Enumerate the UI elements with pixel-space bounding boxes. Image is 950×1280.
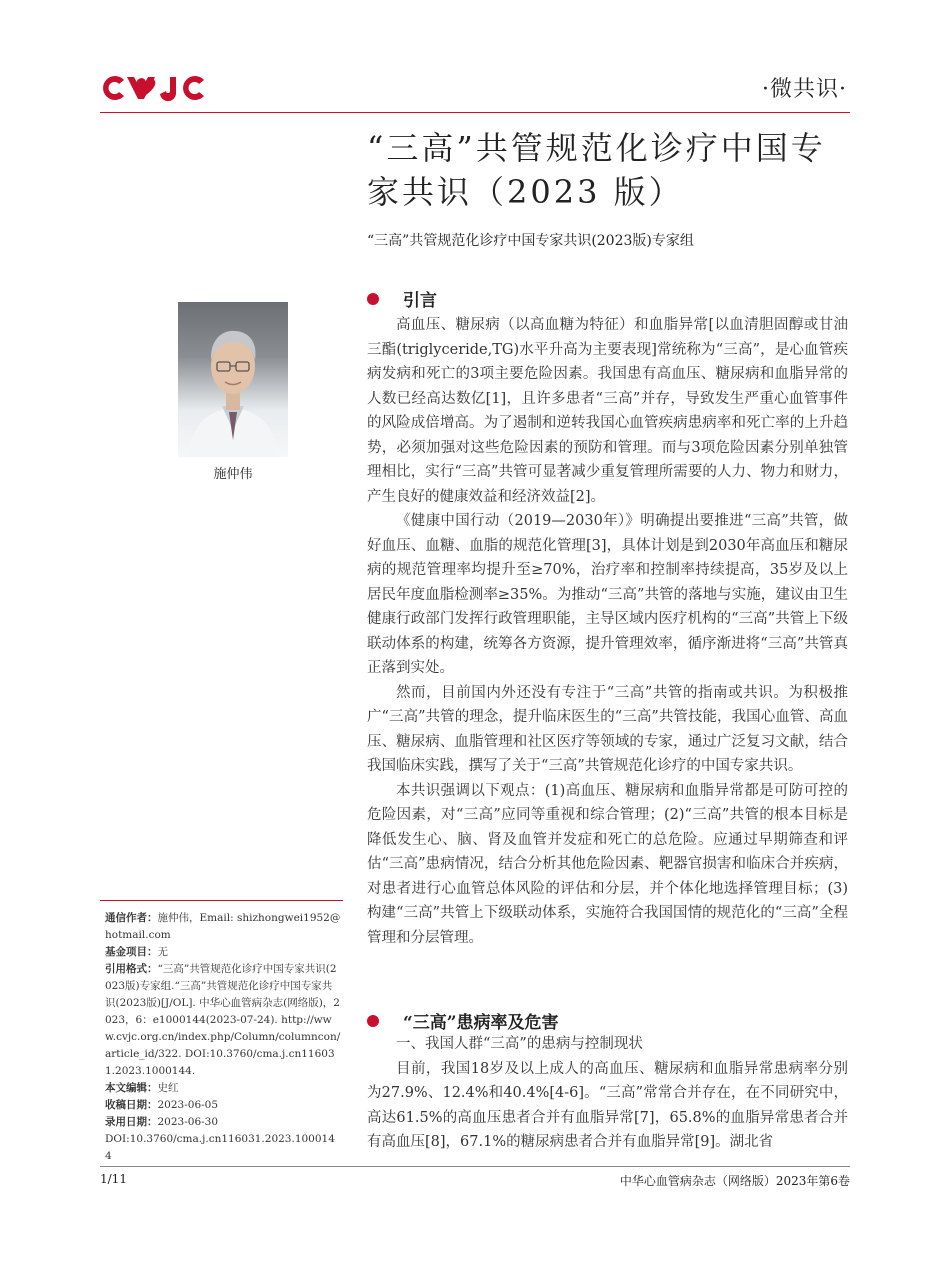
paragraph: 《健康中国行动（2019—2030年）》明确提出要推进“三高”共管，做好血压、血糖、血脂的规范化管理[3]，具体计划是到2030年高血压和糖尿病的规范管理率均提升至≥70%，治疗率和控制率持续提高，35岁及以上居民年度血脂检测率≥35%。为推动“三高”共管的落地与实施，建议由卫生健康行政部门发挥行政管理职能，主导区域内医疗机构的“三高”共管上下级联动体系的构建，统筹各方资源，提升管理效率，循序渐进将“三高”共管真正落到实处。 xyxy=(367,513,848,676)
bullet-dot-icon xyxy=(367,1015,379,1027)
received-date: 2023-06-05 xyxy=(157,1099,219,1111)
author-photo xyxy=(178,302,288,457)
article-title: “三高”共管规范化诊疗中国专家共识（2023 版） xyxy=(367,129,826,211)
photo-caption: 施仲伟 xyxy=(213,467,253,482)
paragraph: 本共识强调以下观点：(1)高血压、糖尿病和血脂异常都是可防可控的危险因素，对“三高”应同等重视和综合管理；(2)“三高”共管的根本目标是降低发生心、脑、肾及血管并发症和死亡的总危险。应通过早期筛查和评估“三高”患病情况，结合分析其他危险因素、靶器官损害和临床合并疾病，对患者进行心血管总体风险的评估和分层，并个体化地选择管理目标；(3)构建“三高”共管上下级联动体系，实施符合我国国情的规范化的“三高”全程管理和分层管理。 xyxy=(367,782,848,946)
metadata-divider xyxy=(100,900,343,901)
citation-value: “三高”共管规范化诊疗中国专家共识(2023版)专家组.“三高”共管规范化诊疗中国专家共识(2023版)[J/OL]. 中华心血管病杂志(网络版)，2023，6：e1000144(2023-07-24). http://www.cvjc.org.cn/index.php/Column/columncon/article_id/322. DOI:10.3760/cma.j.cn116031.2023.1000144. xyxy=(105,963,341,1077)
doi: DOI:10.3760/cma.j.cn116031.2023.1000144 xyxy=(105,1133,335,1162)
author-group: “三高”共管规范化诊疗中国专家共识(2023版)专家组 xyxy=(367,233,694,249)
section-tag: ·微共识· xyxy=(762,77,847,102)
article-metadata xyxy=(105,910,341,1165)
corresponding-author: 施仲伟，Email: shizhongwei1952@hotmail.com xyxy=(105,912,341,941)
paragraph: 目前，我国18岁及以上成人的高血压、糖尿病和血脂异常患病率分别为27.9%、12.4%和40.4%[4-6]。“三高”常常合并存在，在不同研究中，高达61.5%的高血压患者合并有血脂异常[7]，65.8%的血脂异常患者合并有高血压[8]，67.1%的糖尿病患者合并有血脂异常[9]。湖北省 xyxy=(367,1060,848,1150)
section-heading-text: “三高”患病率及危害 xyxy=(403,1013,559,1033)
editor-value: 史红 xyxy=(157,1082,179,1094)
prevalence-body xyxy=(367,1032,848,1155)
header-divider xyxy=(100,112,850,113)
section-heading-prevalence xyxy=(367,1008,559,1033)
received-label: 收稿日期： xyxy=(105,1099,158,1111)
subsection-heading: 一、我国人群“三高”的患病与控制现状 xyxy=(396,1036,643,1052)
bullet-dot-icon xyxy=(367,293,379,305)
section-heading-intro xyxy=(367,286,437,311)
page-number: 1/11 xyxy=(100,1172,127,1186)
accepted-date: 2023-06-30 xyxy=(157,1116,219,1128)
funding-value: 无 xyxy=(157,946,168,958)
intro-body xyxy=(367,313,848,950)
footer-divider xyxy=(100,1166,850,1167)
portrait-illustration xyxy=(178,302,288,457)
funding-label: 基金项目： xyxy=(105,946,158,958)
journal-name: 中华心血管病杂志（网络版）2023年第6卷 xyxy=(619,1174,850,1188)
section-heading-text: 引言 xyxy=(403,291,437,311)
corresponding-label: 通信作者： xyxy=(105,912,158,924)
citation-label: 引用格式： xyxy=(105,963,158,975)
paragraph: 然而，目前国内外还没有专注于“三高”共管的指南或共识。为积极推广“三高”共管的理念，提升临床医生的“三高”共管技能，我国心血管、高血压、糖尿病、血脂管理和社区医疗等领域的专家，通过广泛复习文献，结合我国临床实践，撰写了关于“三高”共管规范化诊疗的中国专家共识。 xyxy=(367,684,848,774)
accepted-label: 录用日期： xyxy=(105,1116,158,1128)
cvjc-logo xyxy=(100,72,210,104)
editor-label: 本文编辑： xyxy=(105,1082,158,1094)
paragraph: 高血压、糖尿病（以高血糖为特征）和血脂异常[以血清胆固醇或甘油三酯(triglyceride,TG)水平升高为主要表现]常统称为“三高”，是心血管疾病发病和死亡的3项主要危险因素。我国患有高血压、糖尿病和血脂异常的人数已经高达数亿[1]，且许多患者“三高”并存，导致发生严重心血管事件的风险成倍增高。为了遏制和逆转我国心血管疾病患病率和死亡率的上升趋势，必须加强对这些危险因素的预防和管理。而与3项危险因素分别单独管理相比，实行“三高”共管可显著减少重复管理所需要的人力、物力和财力，产生良好的健康效益和经济效益[2]。 xyxy=(367,317,848,505)
